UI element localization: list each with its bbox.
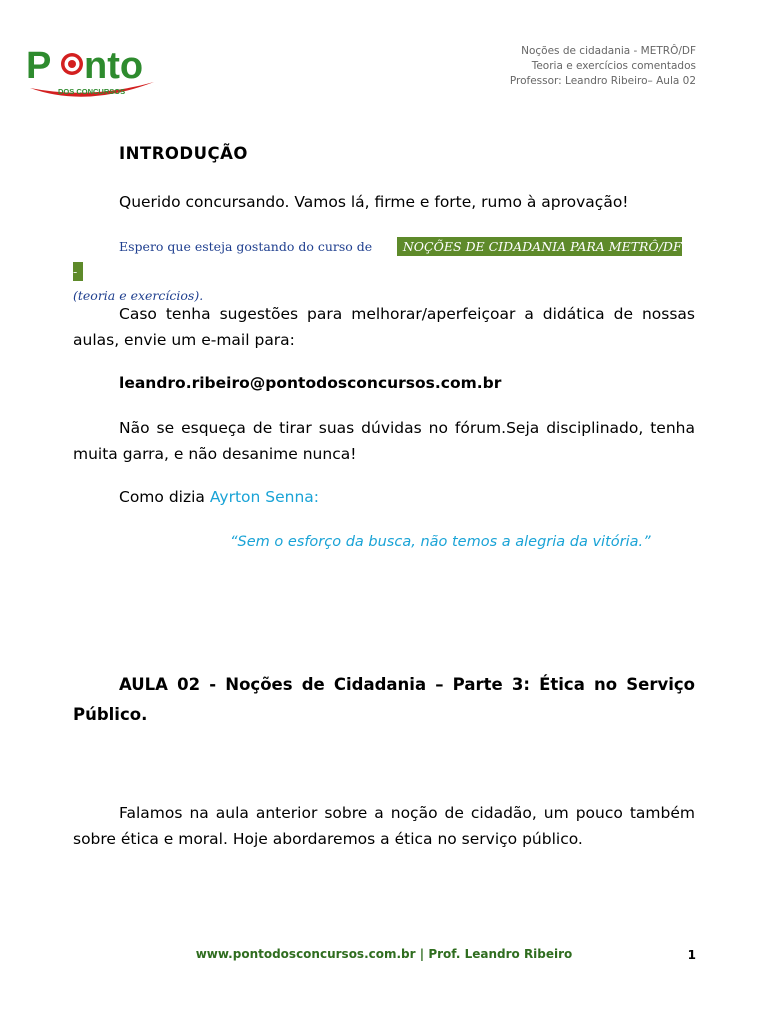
reminder-text: Não se esqueça de tirar suas dúvidas no fórum.Seja disciplinado, tenha muita garra, e não desanime nunca! bbox=[73, 419, 695, 463]
quote-block bbox=[230, 529, 700, 555]
logo-word: P bbox=[26, 45, 52, 87]
header-line-subtitle: Teoria e exercícios comentados bbox=[531, 60, 696, 72]
logo-graphic bbox=[26, 38, 160, 108]
email-paragraph bbox=[73, 370, 695, 396]
header-line-professor: Professor: Leandro Ribeiro– Aula 02 bbox=[509, 75, 696, 87]
course-name-badge: NOÇÕES DE CIDADANIA PARA METRÔ/DF - bbox=[73, 239, 682, 279]
quote-author: Ayrton Senna: bbox=[209, 488, 319, 506]
lesson-text: Falamos na aula anterior sobre a noção de cidadão, um pouco também sobre ética e moral. Hoje abordaremos a ética no serviço público. bbox=[73, 804, 695, 848]
suggestions-paragraph bbox=[73, 301, 695, 353]
contact-email: leandro.ribeiro@pontodosconcursos.com.br bbox=[119, 374, 502, 392]
course-suffix: (teoria e exercícios). bbox=[73, 288, 204, 303]
lesson-title: AULA 02 - Noções de Cidadania – Parte 3: Ética no Serviço Público. bbox=[73, 675, 695, 724]
footer-professor: Prof. Leandro Ribeiro bbox=[428, 947, 573, 961]
logo-word-rest: nto bbox=[84, 45, 144, 87]
suggestions-text: Caso tenha sugestões para melhorar/aperfeiçoar a didática de nossas aulas, envie um e-mail para: bbox=[73, 305, 695, 349]
lesson-paragraph bbox=[73, 800, 695, 852]
course-prefix: Espero que esteja gostando do curso de bbox=[119, 239, 373, 254]
page-number: 1 bbox=[687, 948, 696, 962]
course-paragraph bbox=[73, 234, 695, 307]
quote-text: “Sem o esforço da busca, não temos a alegria da vitória.” bbox=[230, 534, 651, 550]
greeting-paragraph bbox=[73, 189, 695, 215]
ponto-logo bbox=[26, 38, 160, 108]
quote-intro-paragraph bbox=[73, 484, 695, 510]
quote-prefix: Como dizia bbox=[119, 488, 205, 506]
page-footer bbox=[0, 947, 768, 961]
footer-site-link[interactable]: www.pontodosconcursos.com.br bbox=[195, 947, 416, 961]
footer-separator: | bbox=[419, 947, 425, 961]
document-header bbox=[510, 44, 696, 89]
greeting-text: Querido concursando. Vamos lá, firme e forte, rumo à aprovação! bbox=[119, 193, 629, 211]
logo-tagline: DOS CONCURSOS bbox=[58, 87, 126, 96]
lesson-heading-block bbox=[73, 670, 695, 730]
intro-title: INTRODUÇÃO bbox=[119, 144, 248, 163]
header-line-course: Noções de cidadania - METRÔ/DF bbox=[521, 45, 696, 57]
reminder-paragraph bbox=[73, 415, 695, 467]
